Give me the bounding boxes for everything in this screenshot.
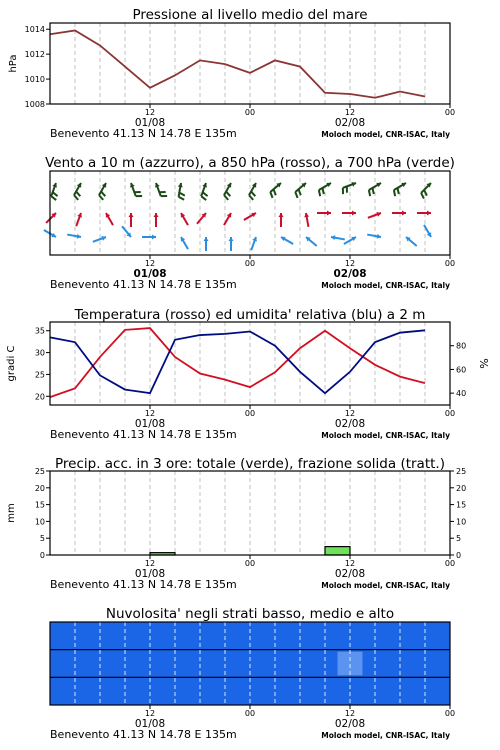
- wind-barb: [204, 237, 209, 251]
- wind-barb: [106, 213, 113, 225]
- wind-barb: [155, 183, 167, 196]
- y-tick-label: 15: [34, 500, 45, 510]
- x-tick-label: 12: [144, 259, 156, 268]
- date-label: 01/08: [133, 268, 167, 280]
- wind-barb: [154, 213, 159, 227]
- wind-barb: [392, 211, 406, 216]
- y-tick-label: 1010: [24, 75, 45, 85]
- model-credit: Moloch model, CNR-ISAC, Italy: [321, 130, 450, 139]
- wind-barb: [342, 211, 356, 216]
- date-label: 02/08: [333, 268, 367, 280]
- x-tick-label: 12: [344, 108, 356, 117]
- wind-barb: [281, 237, 293, 244]
- panel-title: Vento a 10 m (azzurro), a 850 hPa (rosso), a 700 hPa (verde): [45, 155, 455, 171]
- wind-barb: [67, 234, 81, 239]
- pressure-line: [50, 30, 425, 97]
- precip-bar: [325, 547, 350, 555]
- y-tick-label: 25: [34, 467, 45, 476]
- y2-tick-label: 80: [456, 341, 467, 351]
- date-label: 02/08: [334, 718, 366, 730]
- y-tick-label: 10: [34, 517, 45, 527]
- date-label: 01/08: [134, 117, 166, 129]
- y2-tick-label: 15: [456, 500, 467, 510]
- y-axis-label: hPa: [8, 54, 19, 73]
- panel-title: Temperatura (rosso) ed umidita' relativa (blu) a 2 m: [74, 307, 426, 323]
- y-axis-label: mm: [6, 503, 17, 523]
- x-tick-label: 12: [344, 259, 356, 268]
- date-label: 02/08: [334, 418, 366, 430]
- wind-barb: [367, 234, 381, 239]
- wind-barb: [343, 182, 356, 194]
- wind-barb: [93, 236, 106, 242]
- wind-barb: [181, 213, 188, 225]
- location-label: Benevento 41.13 N 14.78 E 135m: [50, 278, 237, 291]
- wind-barb: [368, 212, 381, 218]
- wind-barb: [129, 213, 134, 227]
- y2-tick-label: 0: [456, 551, 462, 560]
- y-tick-label: 20: [34, 392, 45, 402]
- location-label: Benevento 41.13 N 14.78 E 135m: [50, 127, 237, 140]
- wind-barb: [229, 237, 234, 251]
- wind-barb: [317, 211, 331, 216]
- y-tick-label: 5: [39, 534, 45, 544]
- y2-tick-label: 60: [456, 365, 467, 375]
- wind-barb: [306, 237, 317, 246]
- model-credit: Moloch model, CNR-ISAC, Italy: [321, 581, 450, 590]
- y-tick-label: 1012: [24, 50, 45, 60]
- wind-barb: [270, 183, 281, 198]
- x-tick-label: 12: [344, 409, 356, 418]
- location-label: Benevento 41.13 N 14.78 E 135m: [50, 428, 237, 441]
- model-credit: Moloch model, CNR-ISAC, Italy: [321, 731, 450, 740]
- panel-title: Precip. acc. in 3 ore: totale (verde), frazione solida (tratt.): [55, 456, 445, 472]
- y2-tick-label: 5: [456, 534, 462, 544]
- x-tick-label: 12: [144, 409, 156, 418]
- y2-tick-label: 25: [456, 467, 467, 476]
- y-tick-label: 1008: [24, 100, 45, 109]
- x-tick-label: 00: [444, 709, 456, 718]
- date-label: 01/08: [134, 718, 166, 730]
- y-tick-label: 0: [39, 551, 45, 560]
- wind-barb: [130, 183, 142, 196]
- wind-barb: [417, 211, 431, 216]
- x-tick-label: 00: [444, 559, 456, 568]
- wind-barb: [51, 183, 57, 200]
- x-tick-label: 00: [444, 259, 456, 268]
- date-label: 02/08: [334, 568, 366, 580]
- y-axis-label: gradi C: [6, 345, 17, 382]
- x-tick-label: 00: [244, 709, 256, 718]
- x-tick-label: 12: [344, 559, 356, 568]
- y2-tick-label: 20: [456, 483, 467, 493]
- model-credit: Moloch model, CNR-ISAC, Italy: [321, 281, 450, 290]
- plot-frame: [50, 23, 450, 104]
- x-tick-label: 00: [444, 409, 456, 418]
- y-tick-label: 25: [34, 370, 45, 380]
- wind-barb: [178, 183, 185, 200]
- x-tick-label: 00: [444, 108, 456, 117]
- y-tick-label: 20: [34, 483, 45, 493]
- wind-barb: [406, 237, 417, 246]
- wind-barb: [197, 213, 206, 224]
- wind-barb: [251, 237, 257, 250]
- y2-axis-label: %: [478, 358, 491, 369]
- wind-barb: [76, 213, 82, 226]
- y2-tick-label: 40: [456, 389, 467, 399]
- panel-title: Nuvolosita' negli strati basso, medio e alto: [105, 606, 395, 622]
- model-credit: Moloch model, CNR-ISAC, Italy: [321, 431, 450, 440]
- date-label: 01/08: [134, 418, 166, 430]
- temperature-line: [50, 328, 425, 397]
- location-label: Benevento 41.13 N 14.78 E 135m: [50, 578, 237, 591]
- wind-barb: [421, 183, 431, 199]
- x-tick-label: 00: [244, 259, 256, 268]
- wind-barb: [331, 235, 345, 240]
- wind-barb: [122, 226, 131, 237]
- date-label: 02/08: [334, 117, 366, 129]
- y-tick-label: 1014: [24, 25, 45, 35]
- y-tick-label: 35: [34, 326, 45, 336]
- x-tick-label: 12: [144, 559, 156, 568]
- wind-barb: [304, 213, 309, 227]
- x-tick-label: 12: [144, 709, 156, 718]
- y-tick-label: 30: [34, 348, 45, 358]
- x-tick-label: 00: [244, 559, 256, 568]
- panel-title: Pressione al livello medio del mare: [132, 7, 368, 23]
- wind-barb: [46, 213, 56, 223]
- wind-barb: [279, 213, 284, 227]
- location-label: Benevento 41.13 N 14.78 E 135m: [50, 728, 237, 741]
- x-tick-label: 00: [244, 108, 256, 117]
- x-tick-label: 12: [144, 108, 156, 117]
- wind-barb: [295, 183, 306, 198]
- y2-tick-label: 10: [456, 517, 467, 527]
- wind-barb: [142, 235, 156, 240]
- wind-barb: [201, 183, 207, 200]
- date-label: 01/08: [134, 568, 166, 580]
- x-tick-label: 00: [244, 409, 256, 418]
- x-tick-label: 12: [344, 709, 356, 718]
- wind-barb: [181, 237, 188, 249]
